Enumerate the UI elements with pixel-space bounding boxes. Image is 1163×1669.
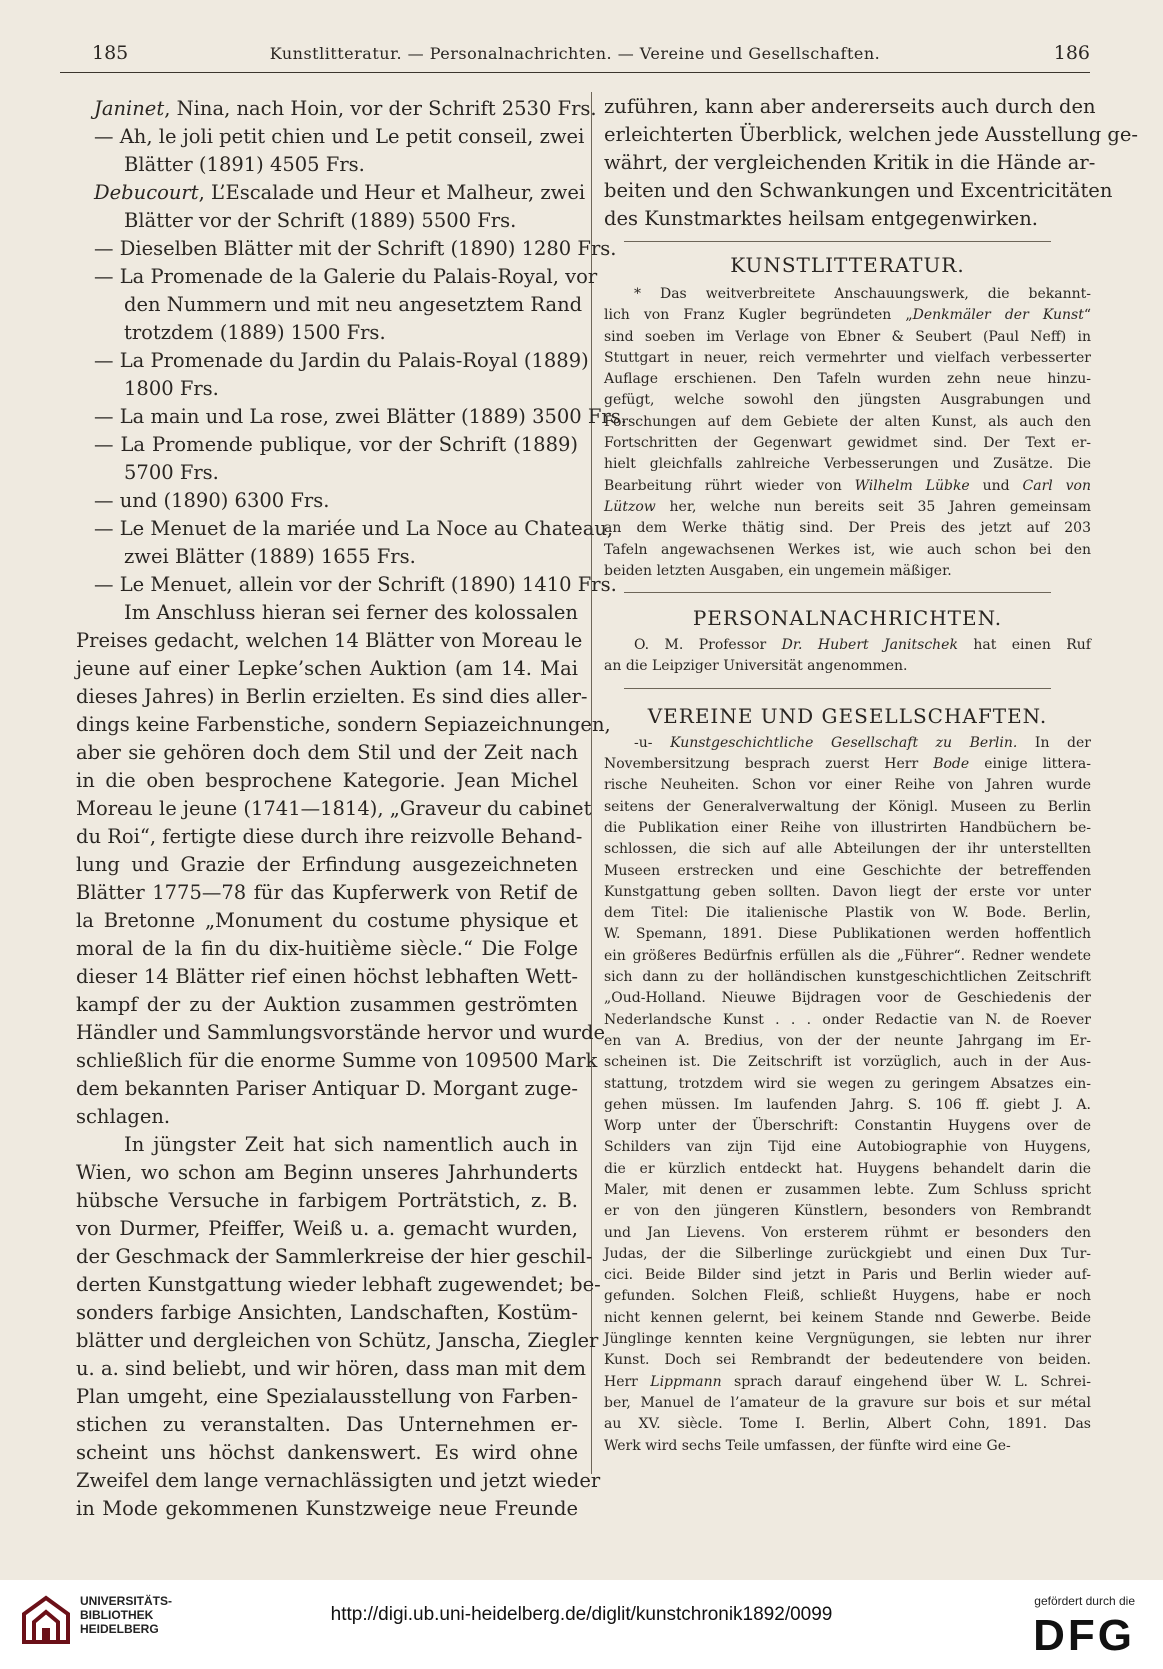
text-run: aber sie gehören doch dem Stil und der Zeit nach — [76, 741, 578, 764]
text-run: Kunstgeschichtliche Gesellschaft zu Berlin. — [670, 734, 1018, 751]
text-run: “ — [1083, 307, 1092, 324]
text-line — [604, 369, 1091, 390]
section-heading-personalnachrichten: PERSONALNACHRICHTEN. — [692, 606, 1003, 631]
text-run: blätter und dergleichen von Schütz, Janscha, Ziegler — [76, 1329, 599, 1352]
text-line: erleichterten Überblick, welchen jede Ausstellung ge- — [604, 123, 1139, 146]
page-number-left: 185 — [92, 42, 129, 64]
text-line — [604, 754, 1091, 775]
text-run: dem bekannten Pariser Antiquar D. Morgant zuge- — [76, 1077, 578, 1100]
text-line — [604, 476, 1091, 497]
text-run: au XV. siècle. Tome I. Berlin, Albert Cohn, 1891. Das — [604, 1416, 1091, 1433]
text-run: Kunst. Doch sei Rembrandt der bedeutendere von beiden. — [604, 1352, 1091, 1369]
section-vereine — [604, 733, 1091, 1457]
text-line — [604, 1031, 1091, 1052]
text-line — [76, 263, 598, 291]
text-run: sprach darauf eingehend über W. L. Schrei- — [721, 1373, 1091, 1390]
text-run: — La Promenade du Jardin du Palais-Royal (1889) — [94, 349, 589, 372]
text-line — [76, 151, 578, 179]
text-line — [76, 123, 585, 151]
text-line — [76, 1495, 578, 1523]
header-rule — [60, 72, 1090, 73]
text-line — [76, 795, 592, 823]
text-line — [604, 924, 1091, 945]
text-run: Zweifel dem lange vernachlässigten und jetzt wieder — [76, 1469, 601, 1492]
text-run: Maler, mit denen er zusammen lebte. Zum Schluss spricht — [604, 1181, 1091, 1198]
text-run: Judas, der die Silberlinge zurückgiebt und einen Dux Tur- — [604, 1245, 1091, 1262]
text-run: u. a. sind beliebt, und wir hören, dass man mit dem — [76, 1357, 587, 1380]
text-line — [604, 1074, 1091, 1095]
text-line — [76, 95, 597, 123]
text-line — [604, 1159, 1091, 1180]
text-line — [76, 1383, 578, 1411]
text-run: Auflage erschienen. Den Tafeln wurden zehn neue hinzu- — [604, 371, 1091, 388]
text-run: von Durmer, Pfeiffer, Weiß u. a. gemacht wurden, — [76, 1217, 578, 1240]
text-line — [76, 851, 578, 879]
text-run: Blätter 1775—78 für das Kupferwerk von Retif de — [76, 881, 578, 904]
section-kunstlitteratur — [604, 284, 1091, 582]
text-run: gefunden. Solchen Fleiß, schließt Huygens, habe er noch — [604, 1288, 1091, 1305]
text-line — [76, 1299, 578, 1327]
text-line — [604, 656, 1091, 677]
text-run: Im Anschluss hieran sei ferner des kolossalen — [124, 601, 578, 624]
text-line — [76, 935, 578, 963]
text-line — [76, 963, 578, 991]
text-run: die Publikation einer Reihe von illustrirten Handbüchern be- — [604, 819, 1091, 836]
right-column-intro — [604, 93, 1139, 233]
text-line — [76, 1047, 598, 1075]
text-line: beiten und den Schwankungen und Excentricitäten — [604, 179, 1113, 202]
text-line — [604, 861, 1091, 882]
text-run: — Le Menuet, allein vor der Schrift (1890) 1410 Frs. — [94, 573, 617, 596]
text-line — [76, 1355, 587, 1383]
text-run: en van A. Bredius, von der der neunte Jahrgang im Er- — [604, 1032, 1091, 1049]
text-line — [76, 319, 578, 347]
text-line — [76, 991, 578, 1019]
text-line — [604, 284, 1091, 305]
text-run: Museen erstrecken und eine Geschichte der betreffenden — [604, 862, 1091, 879]
text-line — [604, 775, 1091, 796]
text-run: „Oud-Holland. Nieuwe Bijdragen voor de Geschiedenis der — [604, 990, 1091, 1007]
text-run: In der — [1017, 734, 1091, 751]
text-run: In jüngster Zeit hat sich namentlich auch in — [124, 1133, 578, 1156]
text-run: O. M. Professor — [634, 637, 782, 654]
source-url-link[interactable]: http://digi.ub.uni-heidelberg.de/diglit/kunstchronik1892/0099 — [330, 1604, 833, 1625]
text-run: ber, Manuel de l’amateur de la gravure sur bois et sur métal — [604, 1394, 1091, 1411]
text-run: cici. Beide Bilder sind jetzt in Paris und Berlin wieder auf- — [604, 1267, 1091, 1284]
text-run: die er kürzlich entdeckt hat. Huygens behandelt darin die — [604, 1160, 1091, 1177]
text-run: hübsche Versuche in farbigem Porträtstich, z. B. — [76, 1189, 578, 1212]
text-run: scheint uns höchst dankenswert. Es wird ohne — [76, 1441, 578, 1464]
text-line — [604, 1180, 1091, 1201]
library-name: UNIVERSITÄTS- BIBLIOTHEK HEIDELBERG — [80, 1594, 173, 1636]
text-line — [604, 818, 1091, 839]
text-run: Novembersitzung besprach zuerst Herr — [604, 756, 934, 773]
text-run: — und (1890) 6300 Frs. — [94, 489, 330, 512]
text-line — [76, 291, 583, 319]
text-run: jeune auf einer Lepke’schen Auktion (am 14. Mai — [76, 657, 578, 680]
text-line — [604, 1372, 1091, 1393]
text-line — [604, 988, 1091, 1009]
text-run: den Nummern und mit neu angesetztem Rand — [124, 293, 583, 316]
text-run: Blätter vor der Schrift (1889) 5500 Frs. — [124, 209, 517, 232]
text-line — [604, 1350, 1091, 1371]
text-run: lung und Grazie der Erfindung ausgezeichneten — [76, 853, 578, 876]
text-line — [604, 1308, 1091, 1329]
text-run: sind soeben im Verlage von Ebner & Seubert (Paul Neff) in — [604, 328, 1091, 345]
text-line — [604, 1095, 1091, 1116]
text-run: Werk wird sechs Teile umfassen, der fünfte wird eine Ge- — [604, 1437, 1011, 1454]
text-line — [604, 946, 1091, 967]
text-run: beiden letzten Ausgaben, ein ungemein mäßiger. — [604, 562, 952, 579]
text-line — [76, 879, 578, 907]
text-line — [604, 635, 1091, 656]
text-run: — La Promenade de la Galerie du Palais-Royal, vor — [94, 265, 598, 288]
text-run: la Bretonne „Monument du costume physique et — [76, 909, 578, 932]
text-run: und Jan Lievens. Von ersterem rühmt er besonders den — [604, 1224, 1091, 1241]
text-line — [76, 823, 583, 851]
text-run: lich von Franz Kugler begründeten „ — [604, 307, 913, 324]
text-run: Janinet — [94, 97, 165, 120]
text-line — [604, 1116, 1091, 1137]
text-line — [76, 1215, 578, 1243]
text-run: — Ah, le joli petit chien und Le petit conseil, zwei — [94, 125, 585, 148]
text-run: , Nina, nach Hoin, vor der Schrift 2530 Frs. — [164, 97, 597, 120]
text-run: Moreau le jeune (1741—1814), „Graveur du cabinet — [76, 797, 592, 820]
text-run: in Mode gekommenen Kunstzweige neue Freunde — [76, 1497, 578, 1520]
text-run: Denkmäler der Kunst — [912, 307, 1084, 324]
text-line: währt, der vergleichenden Kritik in die Hände ar- — [604, 151, 1096, 174]
text-line — [604, 518, 1091, 539]
dfg-logo: DFG — [1033, 1611, 1135, 1660]
text-line — [76, 235, 617, 263]
text-run: er von den jüngeren Künstlern, besonders von Rembrandt — [604, 1203, 1091, 1220]
text-run: in die oben besprochene Kategorie. Jean Michel — [76, 769, 578, 792]
text-run: hat einen Ruf — [957, 637, 1091, 654]
text-run: sich dann zu der holländischen kunstgeschichtlichen Zeitschrift — [604, 969, 1091, 986]
text-line — [76, 459, 578, 487]
text-line: des Kunstmarktes heilsam entgegenwirken. — [604, 207, 1038, 230]
text-run: ein größeres Bedürfnis erfüllen als die „Führer“. Redner wendete — [604, 947, 1091, 964]
text-line — [604, 412, 1091, 433]
section-heading-vereine: VEREINE UND GESELLSCHAFTEN. — [647, 703, 1048, 728]
text-run: derten Kunstgattung wieder lebhaft zugewendet; be- — [76, 1273, 601, 1296]
text-line — [604, 390, 1091, 411]
text-run: scheinen ist. Die Zeitschrift ist vorzüglich, auch in der Aus- — [604, 1054, 1091, 1071]
text-line — [604, 1052, 1091, 1073]
text-line — [76, 375, 578, 403]
text-run: her, welche nun bereits seit 35 Jahren gemeinsam — [655, 498, 1091, 515]
text-run: an dem Werke thätig sind. Der Preis des jetzt auf 203 — [604, 520, 1091, 537]
text-run: dings keine Farbenstiche, sondern Sepiazeichnungen, — [76, 713, 611, 736]
text-line — [76, 683, 588, 711]
text-line — [76, 1271, 601, 1299]
text-run: nicht kennen gelernt, bei keinem Stande nnd Gewerbe. Beide — [604, 1309, 1091, 1326]
text-run: 1800 Frs. — [124, 377, 219, 400]
page-number-right: 186 — [1053, 42, 1090, 64]
text-run: stichen zu veranstalten. Das Unternehmen er- — [76, 1413, 578, 1436]
text-run: der Geschmack der Sammlerkreise der hier geschil- — [76, 1245, 593, 1268]
text-line — [604, 561, 1091, 582]
text-line — [604, 327, 1091, 348]
text-run: dieses Jahres) in Berlin erzielten. Es sind dies aller- — [76, 685, 588, 708]
text-line — [76, 487, 578, 515]
text-line — [604, 305, 1091, 326]
text-run: — Dieselben Blätter mit der Schrift (1890) 1280 Frs. — [94, 237, 617, 260]
text-line — [604, 903, 1091, 924]
section-personalnachrichten — [604, 635, 1091, 678]
text-run: Preises gedacht, welchen 14 Blätter von Moreau le — [76, 629, 583, 652]
text-run: gehen müssen. Im laufenden Jahrg. S. 106 ff. giebt J. A. — [604, 1096, 1091, 1113]
text-run: Tafeln angewachsenen Werkes ist, wie auch schon bei den — [604, 541, 1091, 558]
text-run: W. Spemann, 1891. Diese Publikationen werden hoffentlich — [604, 926, 1091, 943]
text-line — [76, 1327, 599, 1355]
text-run: du Roi“, fertigte diese durch ihre reizvolle Behand- — [76, 825, 583, 848]
text-run: Blätter (1891) 4505 Frs. — [124, 153, 365, 176]
text-run: — La main und La rose, zwei Blätter (1889) 3500 Frs. — [94, 405, 627, 428]
text-run: Jünglinge kennten keine Vergnügungen, sie lebten nur ihrer — [604, 1331, 1091, 1348]
text-line — [604, 497, 1091, 518]
text-line — [76, 1103, 578, 1131]
text-line — [76, 1411, 578, 1439]
text-run: trotzdem (1889) 1500 Frs. — [124, 321, 386, 344]
text-run: schlossen, die sich auf alle Abteilungen der ihr unterstellten — [604, 841, 1091, 858]
text-line — [604, 1223, 1091, 1244]
text-line — [76, 403, 627, 431]
text-run: sonders farbige Ansichten, Landschaften, Kostüm- — [76, 1301, 578, 1324]
text-line — [76, 571, 617, 599]
text-line — [604, 1414, 1091, 1435]
text-run: schlagen. — [76, 1105, 171, 1128]
text-run: , L’Escalade und Heur et Malheur, zwei — [198, 181, 586, 204]
text-run: schließlich für die enorme Summe von 109500 Mark — [76, 1049, 598, 1072]
text-line — [76, 543, 578, 571]
text-run: an die Leipziger Universität angenommen. — [604, 658, 908, 675]
text-line — [604, 540, 1091, 561]
text-run: einige littera- — [969, 756, 1091, 773]
text-run: -u- — [634, 734, 671, 751]
text-run: Worp unter der Überschrift: Constantin Huygens over de — [604, 1118, 1091, 1135]
text-line — [604, 1201, 1091, 1222]
text-run: moral de la fin du dix-huitième siècle.“ Die Folge — [76, 937, 578, 960]
text-line — [604, 797, 1091, 818]
text-line — [76, 207, 578, 235]
text-line — [604, 1265, 1091, 1286]
text-line — [76, 739, 578, 767]
text-run: Debucourt — [94, 181, 199, 204]
text-line — [76, 1159, 578, 1187]
text-run: — La Promende publique, vor der Schrift (1889) — [94, 433, 578, 456]
text-run: — Le Menuet de la mariée und La Noce au Chateau, — [94, 517, 614, 540]
text-run: seitens der Generalverwaltung der Königl. Museen zu Berlin — [604, 798, 1091, 815]
text-line — [76, 1243, 593, 1271]
text-run: Forschungen auf dem Gebiete der alten Kunst, als auch den — [604, 413, 1091, 430]
text-run: zwei Blätter (1889) 1655 Frs. — [124, 545, 416, 568]
text-line — [76, 655, 578, 683]
text-run: rische Neuheiten. Schon vor einer Reihe von Jahren wurde — [604, 777, 1091, 794]
text-run: stattung, trotzdem wird sie wegen zu geringem Absatzes ein- — [604, 1075, 1091, 1092]
footer-bar — [0, 1580, 1163, 1669]
text-run: Fortschritten der Gegenwart gewidmet sind. Der Text er- — [604, 435, 1091, 452]
text-run: hielt gleichfalls zahlreiche Verbesserungen und Zusätze. Die — [604, 456, 1091, 473]
text-run: 5700 Frs. — [124, 461, 219, 484]
text-line — [604, 882, 1091, 903]
text-run: Stuttgart in neuer, reich vermehrter und vielfach verbesserter — [604, 349, 1091, 366]
text-run: dieser 14 Blätter rief einen höchst lebhaften Wett- — [76, 965, 578, 988]
text-run: kampf der zu der Auktion zusammen geströmten — [76, 993, 578, 1016]
text-line — [76, 431, 578, 459]
text-line — [604, 1329, 1091, 1350]
text-run: Plan umgeht, eine Spezialausstellung von Farben- — [76, 1385, 578, 1408]
text-line — [76, 627, 583, 655]
text-line — [604, 433, 1091, 454]
text-line — [604, 454, 1091, 475]
text-run: Dr. Hubert Janitschek — [781, 637, 958, 654]
text-run: Wilhelm Lübke — [854, 477, 970, 494]
text-line — [604, 1286, 1091, 1307]
text-line — [604, 839, 1091, 860]
text-run: Wien, wo schon am Beginn unseres Jahrhunderts — [76, 1161, 578, 1184]
text-line — [76, 179, 586, 207]
right-column — [604, 93, 1139, 1457]
text-run: Händler und Sammlungsvorstände hervor und wurde — [76, 1021, 605, 1044]
running-title: Kunstlitteratur. — Personalnachrichten. — Vereine und Gesellschaften. — [269, 44, 881, 63]
text-run: Lützow — [604, 498, 656, 515]
running-header — [60, 42, 1090, 72]
text-line — [76, 1439, 578, 1467]
text-run: dem Titel: Die italienische Plastik von W. Bode. Berlin, — [604, 905, 1091, 922]
text-run: und — [969, 477, 1023, 494]
text-line — [76, 599, 578, 627]
text-run: Kunstgattung geben sollten. Davon liegt der erste vor unter — [604, 883, 1091, 900]
text-run: Bearbeitung rührt wieder von — [604, 477, 855, 494]
text-run: Nederlandsche Kunst . . . onder Redactie van N. de Roever — [604, 1011, 1091, 1028]
text-line — [604, 1244, 1091, 1265]
text-line — [76, 1131, 578, 1159]
text-line — [76, 711, 611, 739]
text-line — [604, 733, 1091, 754]
text-line — [76, 515, 614, 543]
text-line — [76, 1187, 578, 1215]
text-run: Carl von — [1022, 477, 1091, 494]
left-column — [76, 95, 627, 1523]
text-line — [76, 1467, 601, 1495]
text-line — [76, 1075, 578, 1103]
text-run: Schilders van zijn Tijd eine Autobiographie von Huygens, — [604, 1139, 1091, 1156]
text-line — [604, 1393, 1091, 1414]
text-run: Lippmann — [650, 1373, 722, 1390]
text-line — [76, 907, 578, 935]
text-run: Bode — [933, 756, 970, 773]
text-run: * Das weitverbreitete Anschauungswerk, die bekannt- — [634, 286, 1091, 302]
text-line — [604, 1137, 1091, 1158]
text-line — [604, 1436, 1091, 1457]
text-line — [604, 967, 1091, 988]
text-line — [604, 1010, 1091, 1031]
text-run: gefügt, welche sowohl den jüngsten Ausgrabungen und — [604, 392, 1091, 409]
text-line — [76, 347, 589, 375]
text-line — [604, 348, 1091, 369]
text-line — [76, 767, 578, 795]
section-heading-kunstlitteratur: KUNSTLITTERATUR. — [730, 253, 965, 277]
funding-note: gefördert durch die — [1034, 1594, 1135, 1608]
text-line: zuführen, kann aber andererseits auch durch den — [604, 95, 1096, 118]
text-line — [76, 1019, 605, 1047]
text-run: Herr — [604, 1373, 651, 1390]
